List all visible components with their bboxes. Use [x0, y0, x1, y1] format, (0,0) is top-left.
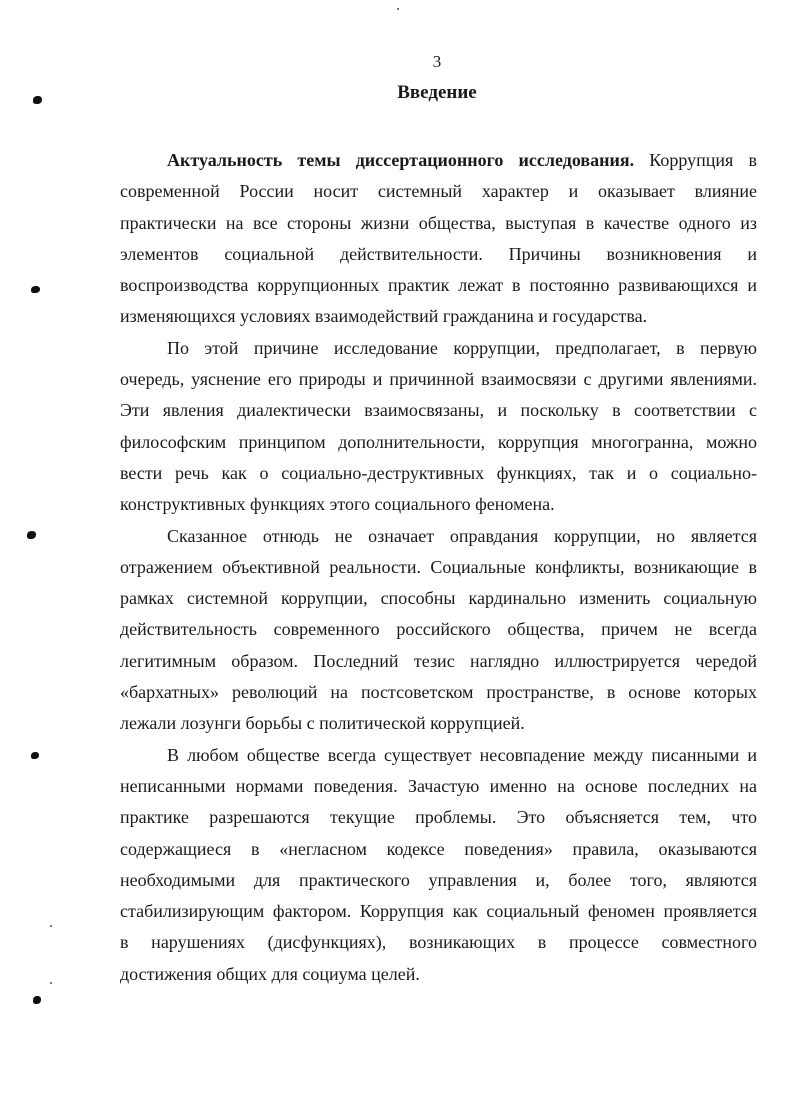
- text-line: современной России носит системный характер и оказывает влияние: [120, 181, 757, 202]
- text-line: очередь, уяснение его природы и причинной взаимосвязи с другими явлениями.: [120, 369, 757, 390]
- paragraph: [120, 333, 757, 521]
- text-line: практически на все стороны жизни общества, выступая в качестве одного из: [120, 212, 757, 233]
- text-line: Сказанное отнюдь не означает оправдания коррупции, но является: [167, 525, 757, 546]
- document-body: [120, 145, 757, 990]
- text-run: Коррупция в: [634, 150, 757, 170]
- text-line: вести речь как о социально-деструктивных функциях, так и о социально-: [120, 462, 757, 483]
- text-line: элементов социальной действительности. Причины возникновения и: [120, 243, 757, 264]
- text-line: легитимным образом. Последний тезис наглядно иллюстрируется чередой: [120, 650, 757, 671]
- text-line: достижения общих для социума целей.: [120, 963, 420, 984]
- text-line: отражением объективной реальности. Социальные конфликты, возникающие в: [120, 556, 757, 577]
- text-line: [120, 145, 757, 176]
- text-line: стабилизирующим фактором. Коррупция как социальный феномен проявляется: [120, 901, 757, 922]
- paragraph: [120, 521, 757, 740]
- paragraph: [120, 145, 757, 333]
- text-line: содержащиеся в «негласном кодексе поведения» правила, оказываются: [120, 838, 757, 859]
- binding-hole-mark: [31, 752, 39, 759]
- text-line: «бархатных» революций на постсоветском пространстве, в основе которых: [120, 682, 757, 703]
- scan-speck: [50, 982, 52, 984]
- text-line: философским принципом дополнительности, коррупция многогранна, можно: [120, 431, 757, 452]
- page-number: 3: [432, 52, 442, 71]
- text-line: необходимыми для практического управления и, более того, являются: [120, 869, 757, 890]
- text-line: В любом обществе всегда существует несовпадение между писанными и: [167, 744, 757, 765]
- text-line: рамках системной коррупции, способны кардинально изменить социальную: [120, 588, 757, 609]
- text-line: неписанными нормами поведения. Зачастую именно на основе последних на: [120, 775, 757, 796]
- text-line: практике разрешаются текущие проблемы. Это объясняется тем, что: [120, 807, 757, 828]
- text-line: По этой причине исследование коррупции, предполагает, в первую: [167, 337, 757, 358]
- text-line: воспроизводства коррупционных практик лежат в постоянно развивающихся и: [120, 275, 757, 296]
- binding-hole-mark: [33, 96, 42, 104]
- text-line: Эти явления диалектически взаимосвязаны, и поскольку в соответствии с: [120, 400, 757, 421]
- text-line: конструктивных функциях этого социального феномена.: [120, 494, 555, 515]
- paragraph: [120, 740, 757, 990]
- text-line: изменяющихся условиях взаимодействий гражданина и государства.: [120, 306, 648, 327]
- binding-hole-mark: [31, 286, 40, 293]
- binding-hole-mark: [27, 531, 36, 539]
- scan-speck: [397, 8, 399, 10]
- section-title: Введение: [397, 82, 477, 103]
- bold-lead-in: Актуальность темы диссертационного исследования.: [167, 150, 635, 170]
- text-line: действительность современного российского общества, причем не всегда: [120, 619, 757, 640]
- text-line: лежали лозунги борьбы с политической коррупцией.: [120, 713, 525, 734]
- binding-hole-mark: [33, 996, 41, 1004]
- scan-speck: [50, 925, 52, 927]
- text-line: в нарушениях (дисфункциях), возникающих в процессе совместного: [120, 932, 757, 953]
